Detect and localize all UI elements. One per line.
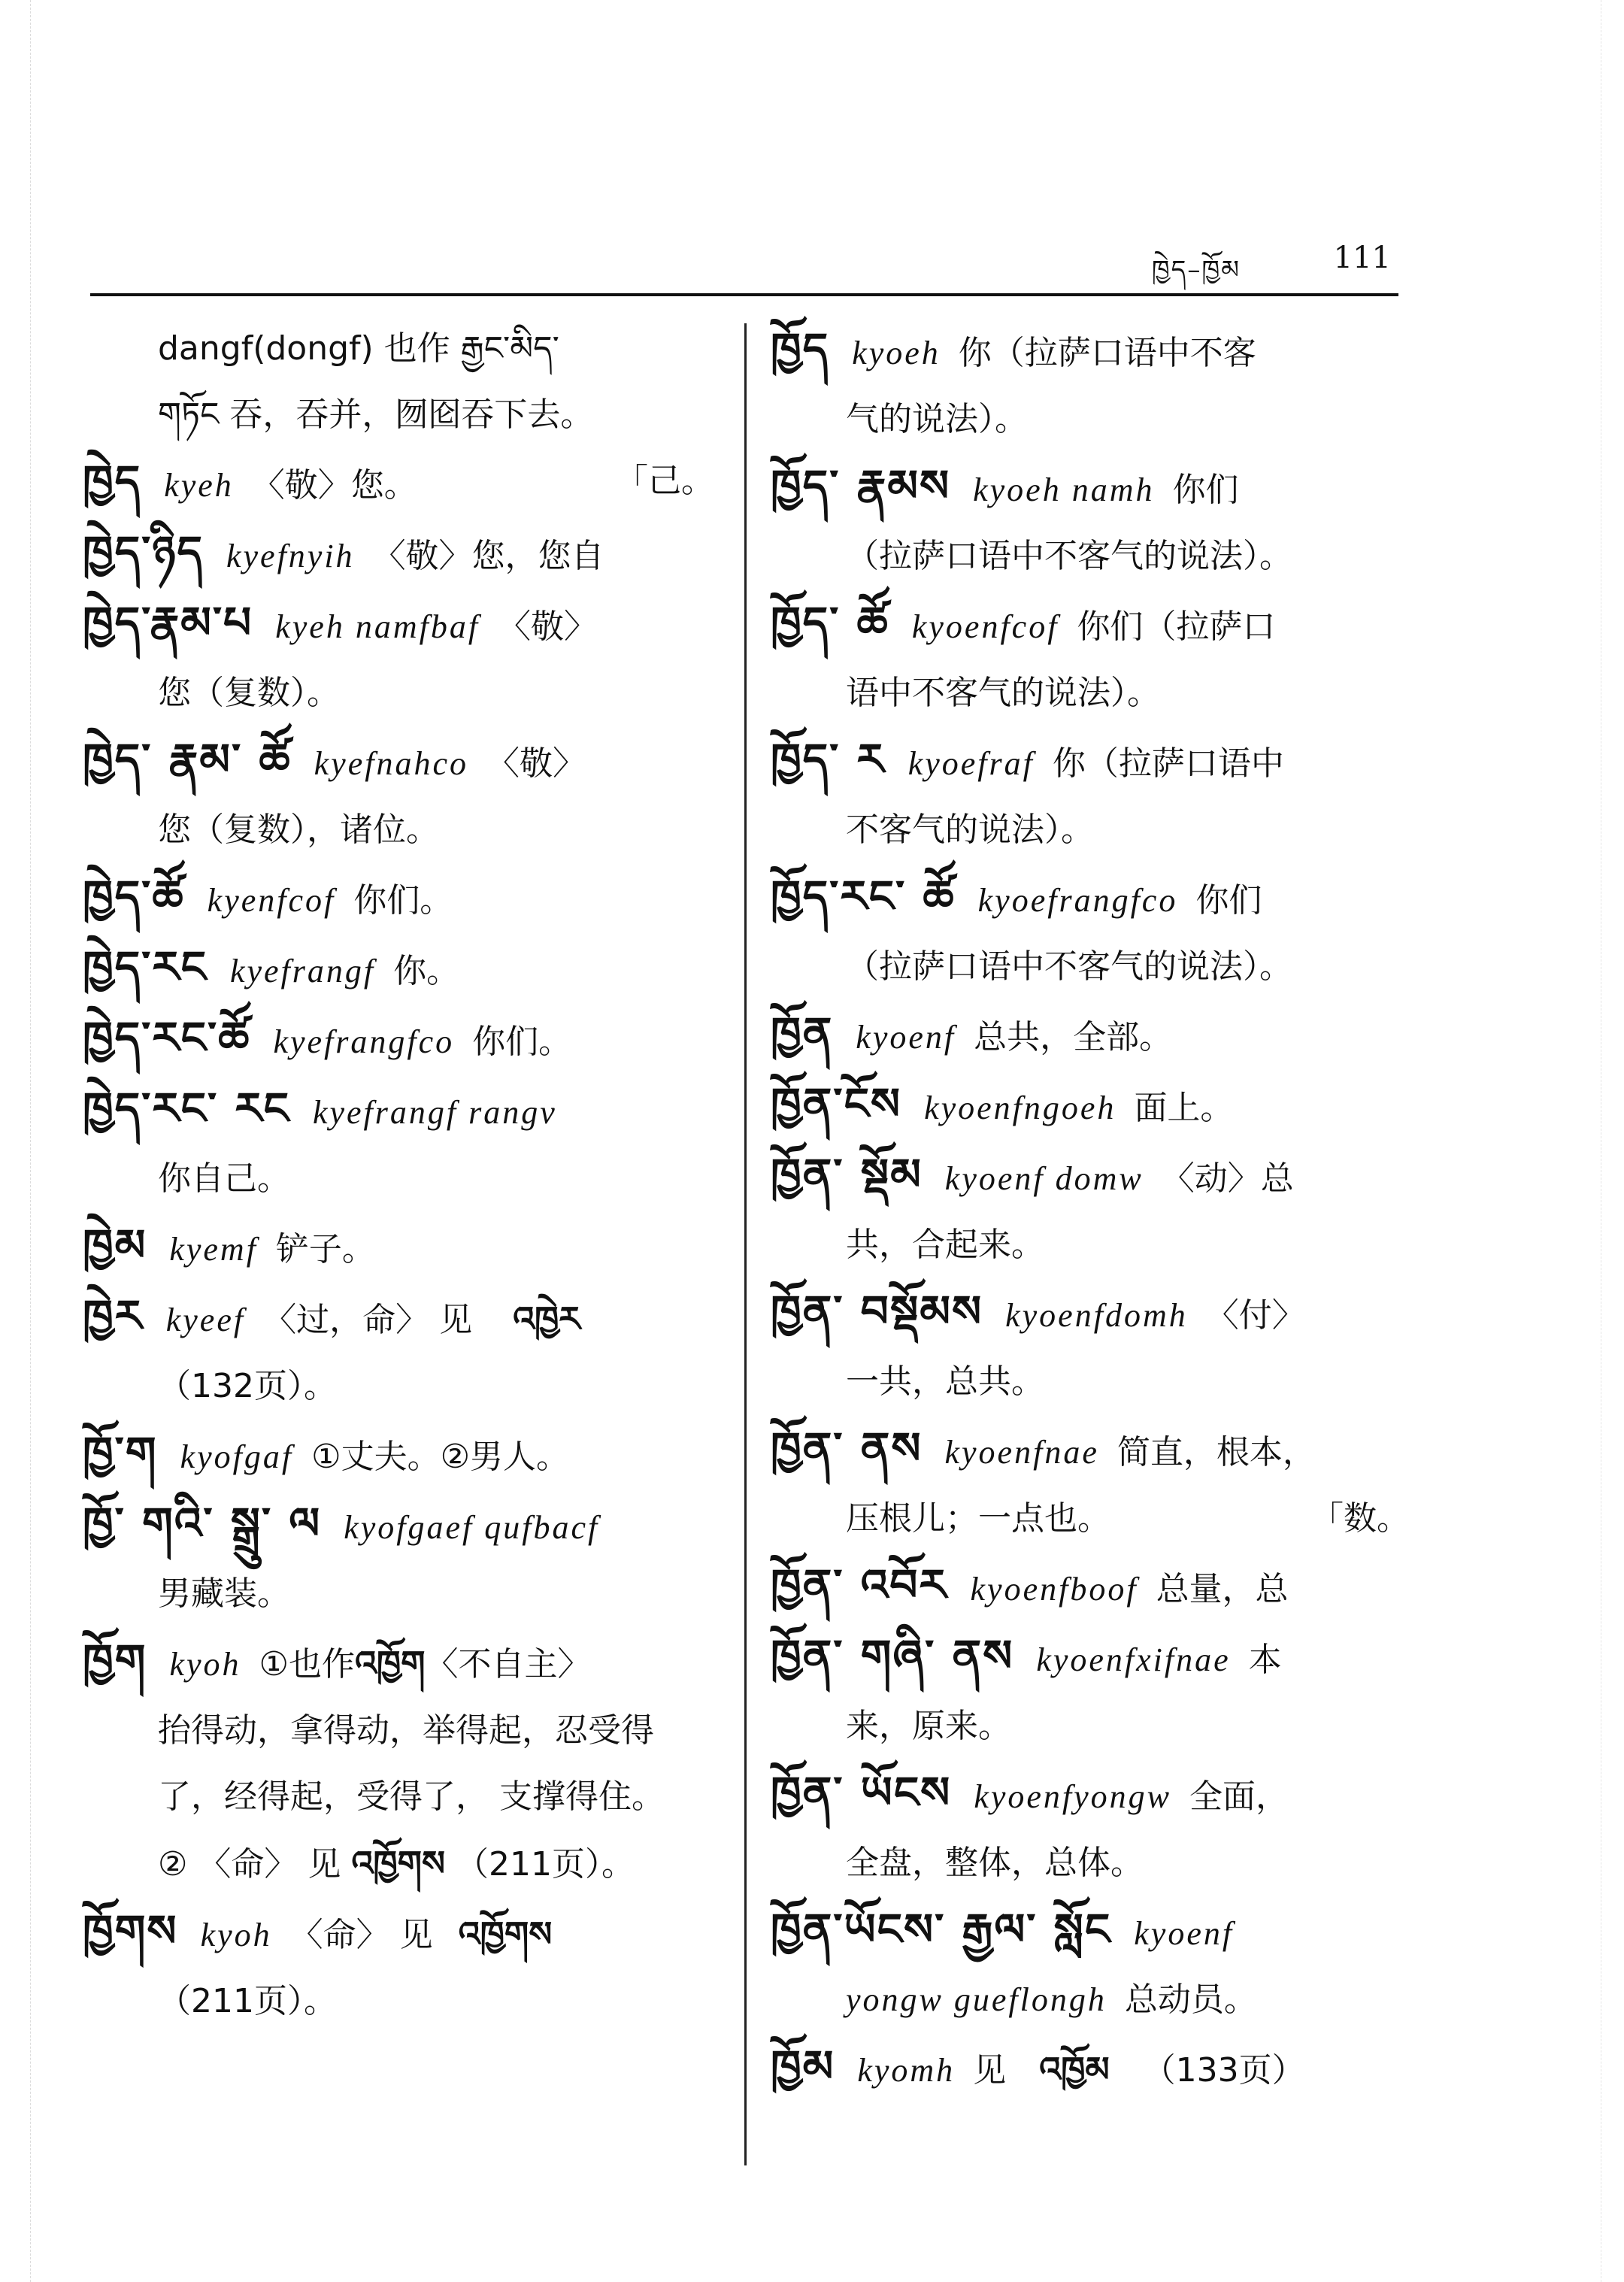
romanization: kyoenfyongw (974, 1778, 1172, 1815)
romanization: kyofgaf (180, 1438, 294, 1475)
dictionary-entry (83, 726, 722, 797)
overflow-text: 「己。 (615, 462, 714, 500)
dictionary-entry (771, 1759, 1417, 1830)
entry-continuation (771, 523, 1417, 589)
dictionary-entry (83, 1212, 722, 1283)
romanization: kyoenfboof (970, 1571, 1138, 1608)
definition: 你们 (1172, 471, 1239, 509)
headword: ཁྱོན་ གཞི་ ནས (771, 1630, 1014, 1681)
definition: 你们（拉萨口 (1077, 608, 1276, 646)
romanization: kyoenfcof (911, 608, 1059, 645)
entry-continuation (771, 1693, 1417, 1759)
entry-continuation (83, 1830, 722, 1898)
headword: ཁྱོན་ སྡོམ (771, 1149, 923, 1200)
definition: 总共，全部。 (974, 1018, 1173, 1056)
definition: 你自己。 (158, 1159, 290, 1198)
entry-continuation (83, 1353, 722, 1420)
entry-continuation (83, 1968, 722, 2035)
headword: ཁྱོད (771, 323, 830, 374)
entry-continuation (83, 1561, 722, 1627)
dictionary-entry (771, 1552, 1417, 1623)
definition: 你们。 (472, 1023, 572, 1061)
romanization: kyenfcof (207, 882, 336, 919)
headword: ཁྱོན་ ནས (771, 1423, 923, 1474)
romanization: kyoh (200, 1917, 272, 1953)
page-number: 111 (1333, 241, 1391, 275)
scan-edge-left (0, 0, 31, 2282)
definition: 压根儿；一点也。 (846, 1499, 1110, 1538)
definition: 全盘，整体，总体。 (846, 1844, 1144, 1882)
headword: ཁྱོག (83, 1635, 147, 1686)
definition: （拉萨口语中不客气的说法）。 (846, 947, 1292, 986)
definition: 你。 (393, 952, 460, 990)
dictionary-entry (771, 1623, 1417, 1693)
romanization: kyefrangfco (273, 1023, 455, 1060)
definition: ①也作 (259, 1645, 355, 1683)
definition: 来，原来。 (846, 1707, 1011, 1745)
headword: ཁྱོད་ ར (771, 734, 886, 785)
definition: 总量，总 (1156, 1570, 1289, 1608)
romanization: kyoenf domw (944, 1160, 1144, 1197)
page-reference: （211页）。 (158, 1982, 337, 2020)
headword: ཁྱེད་ རྣམ་ ཚོ (83, 734, 292, 785)
header-rule (90, 293, 1398, 296)
romanization: kyoenfxifnae (1036, 1641, 1231, 1678)
headword: ཁྱེད་རྣམ་པ (83, 597, 253, 648)
definition: 全面， (1189, 1777, 1289, 1816)
romanization: kyoeh namh (973, 471, 1155, 508)
cross-reference: འཁྱོམ (1039, 2049, 1110, 2090)
headword: ཁྱོ་ག (83, 1427, 158, 1478)
definition: 语中不客气的说法）。 (846, 674, 1160, 712)
romanization: kyoenfngoeh (924, 1089, 1116, 1126)
romanization: kyeh (164, 467, 234, 504)
romanization: kyefnyih (226, 538, 355, 574)
definition: 〈敬〉 (486, 744, 586, 783)
romanization: kyoefraf (907, 745, 1035, 782)
definition: 铲子。 (275, 1230, 375, 1268)
definition: 本 (1248, 1641, 1282, 1679)
dictionary-entry (771, 1000, 1417, 1071)
romanization: kyeef (165, 1302, 246, 1338)
romanization: yongw gueflongh (846, 1981, 1107, 2018)
page-reference: （133页） (1142, 2051, 1305, 2090)
dictionary-entry (771, 316, 1417, 386)
definition: 〈过，命〉 见 (263, 1301, 473, 1339)
headword: ཁྱོན་ཡོངས་ རྒྱལ་ སློང (771, 1904, 1112, 1955)
headword: ཁྱོན་ འབོར (771, 1559, 948, 1611)
headword: ཁྱོན (771, 1008, 834, 1059)
entry-continuation (83, 1698, 722, 1764)
page-header (90, 241, 1413, 293)
definition: 〈付〉 (1205, 1296, 1305, 1335)
dictionary-entry (83, 1898, 722, 1968)
definition: 您（复数）。 (158, 674, 340, 712)
definition: 您（复数），诸位。 (158, 811, 439, 849)
dictionary-entry (771, 1415, 1417, 1486)
romanization: kyefrangf (229, 953, 376, 989)
headword: ཁྱེད་རང་ རང (83, 1083, 290, 1134)
dictionary-entry (771, 589, 1417, 660)
definition: 〈敬〉您。 (251, 466, 417, 505)
definition: 共，合起来。 (846, 1226, 1044, 1264)
definition: 见 (973, 2051, 1007, 2090)
romanization: kyemf (169, 1231, 258, 1268)
romanization: kyoenfdomh (1005, 1297, 1188, 1334)
headword: ཁྱོད་ ཚོ (771, 597, 889, 648)
dictionary-entry (83, 934, 722, 1005)
entry-continuation (771, 386, 1417, 453)
romanization: kyomh (857, 2052, 956, 2089)
entry-continuation (83, 660, 722, 726)
definition: 气的说法）。 (846, 400, 1028, 438)
headword: ཁྱོད་ རྣམས (771, 460, 951, 511)
dictionary-entry (771, 2033, 1417, 2104)
headword: ཁྱོ་ གའི་ སྒྲུ་ ལ (83, 1498, 322, 1549)
entry-continuation (83, 797, 722, 863)
romanization: kyeh namfbaf (275, 608, 480, 645)
headword: ཁྱོམ (771, 2041, 835, 2092)
definition: 你们。 (353, 881, 453, 920)
romanization: kyoenf (1134, 1915, 1235, 1952)
entry-text: dangf(dongf) 也作 རྒྱང་མིད་ (158, 329, 559, 368)
romanization: kyofgaef qufbacf (344, 1509, 600, 1546)
entry-continuation (771, 797, 1417, 863)
dictionary-entry (771, 1896, 1417, 1967)
romanization: kyoenf (856, 1019, 956, 1056)
dictionary-entry (83, 1005, 722, 1075)
entry-text: གཏོང 吞，吞并，囫囵吞下去。 (158, 395, 594, 434)
scan-edge-right (1601, 0, 1624, 2282)
definition: 〈敬〉您，您自 (372, 537, 604, 575)
dictionary-entry (771, 1141, 1417, 1212)
definition: 你（拉萨口语中不客 (958, 334, 1256, 372)
entry-continuation (771, 934, 1417, 1000)
headword: ཁྱོན་ངོས (771, 1078, 902, 1129)
dictionary-entry (83, 1075, 722, 1146)
dictionary-entry (83, 1283, 722, 1353)
headword: ཁྱོན་ ཡོངས (771, 1767, 952, 1818)
definition: （拉萨口语中不客气的说法）。 (846, 537, 1292, 575)
cross-reference: འཁྱོགས (351, 1843, 446, 1883)
romanization: kyoh (169, 1646, 241, 1683)
definition: 〈动〉总 (1161, 1159, 1294, 1198)
romanization: kyoefrangfco (977, 882, 1178, 919)
dictionary-entry (83, 448, 722, 519)
entry-continuation (771, 660, 1417, 726)
page-reference: （132页）。 (158, 1367, 337, 1405)
dictionary-entry (771, 1278, 1417, 1349)
dictionary-entry (83, 589, 722, 660)
definition: 一共，总共。 (846, 1362, 1044, 1401)
headword: ཁྱེད་རང་ཚོ (83, 1012, 251, 1063)
definition: 简直，根本， (1116, 1433, 1316, 1471)
headword: ཁྱེད (83, 456, 142, 507)
dictionary-entry (771, 863, 1417, 934)
dictionary-entry (83, 1490, 722, 1561)
overflow-text: 「数。 (1310, 1499, 1410, 1538)
cross-reference: འཁྱེར (513, 1299, 580, 1339)
romanization: kyefnahco (314, 745, 468, 782)
headword: ཁྱོགས (83, 1905, 178, 1956)
definition: 了，经得起，受得了， 支撑得住。 (158, 1777, 665, 1816)
entry-continuation (771, 1486, 1417, 1552)
dictionary-entry (771, 1071, 1417, 1141)
definition: ①丈夫。②男人。 (311, 1438, 570, 1476)
entry-continuation (83, 1146, 722, 1212)
entry-continuation (771, 1830, 1417, 1896)
definition: 〈敬〉 (498, 608, 598, 646)
entry-continuation (83, 1764, 722, 1830)
definition: 〈命〉 见 (289, 1916, 433, 1954)
definition: 你们 (1195, 881, 1262, 920)
headword: ཁྱེད་ཉིད (83, 526, 204, 577)
definition: 男藏装。 (158, 1574, 290, 1613)
column-divider (744, 323, 747, 2165)
entry-continuation (771, 1212, 1417, 1278)
definition: 〈不自主〉 (425, 1645, 591, 1683)
definition: 不客气的说法）。 (846, 811, 1094, 849)
headword: ཁྱོན་ བསྡོམས (771, 1286, 983, 1337)
entry-continuation (771, 1967, 1417, 2033)
right-column (771, 316, 1417, 2196)
definition: 抬得动，拿得动，举得起，忍受得 (158, 1711, 654, 1750)
entry-continuation (771, 1349, 1417, 1415)
dictionary-entry (83, 1627, 722, 1698)
dictionary-entry (83, 863, 722, 934)
page-reference: （211页）。 (456, 1845, 635, 1883)
dictionary-entry (83, 519, 722, 589)
definition: ② 〈命〉 见 (158, 1845, 341, 1883)
entry-continuation (83, 316, 722, 382)
definition: 你（拉萨口语中 (1052, 744, 1284, 783)
dictionary-entry (83, 1420, 722, 1490)
headword: ཁྱེད་རང (83, 941, 208, 993)
headword: ཁྱེམ (83, 1220, 147, 1271)
running-head: ཁྱེད–ཁྱོམ (1151, 255, 1241, 285)
romanization: kyefrangf rangv (312, 1094, 557, 1131)
dictionary-entry (771, 726, 1417, 797)
headword: ཁྱེར (83, 1290, 144, 1341)
romanization: kyoenfnae (944, 1434, 1099, 1471)
headword: ཁྱོད་རང་ ཚོ (771, 871, 956, 922)
entry-continuation (83, 382, 722, 448)
cross-reference: འཁྱོགས (458, 1914, 553, 1954)
romanization: kyoeh (852, 335, 941, 371)
dictionary-entry (771, 453, 1417, 523)
definition: 面上。 (1134, 1089, 1234, 1127)
definition: 总动员。 (1124, 1980, 1257, 2019)
left-column (83, 316, 722, 2196)
headword: ཁྱེད་ཚོ (83, 871, 185, 922)
cross-reference: འཁྱོག (354, 1643, 426, 1683)
